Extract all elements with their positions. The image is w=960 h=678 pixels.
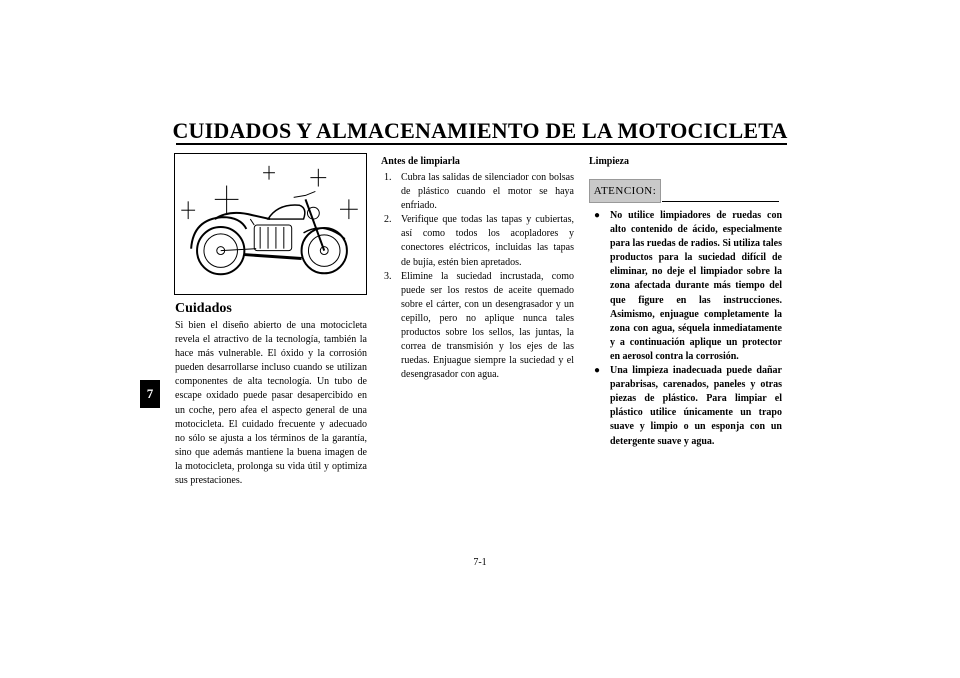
section-heading-before-cleaning: Antes de limpiarla	[381, 156, 460, 167]
step-text: Cubra las salidas de silenciador con bolsas de plástico cuando el motor se haya enfriado.	[401, 172, 574, 212]
steps-list	[381, 171, 574, 382]
step-number: 2.	[384, 214, 392, 226]
caution-banner	[589, 179, 782, 205]
step-text: Verifique que todas las tapas y cubiertas, así como todos los acopladores y conectores eléctricos, incluidas las tapas de bujía, estén bien apretados.	[401, 214, 574, 268]
step-text: Elimine la suciedad incrustada, como puede ser los restos de aceite quemado sobre el cárter, con un desengrasador y un cepillo, pero no aplique nunca tales productos sobre los sellos, las juntas, la correa de transmisión y los ejes de las ruedas. Enjuague siempre la suciedad y el desengrasador con agua.	[401, 270, 574, 381]
warning-text: Una limpieza inadecuada puede dañar parabrisas, carenados, paneles y otras piezas de plástico. Para limpiar el plástico utilice únicamente un trapo suave y limpio o un esponja con un detergente suave y agua.	[610, 365, 782, 447]
bullet-icon: ●	[594, 210, 601, 221]
sparkle-icon	[181, 166, 357, 219]
chapter-tab-label: 7	[146, 386, 154, 401]
title-rule	[176, 143, 787, 145]
section-cuidados	[175, 301, 367, 488]
list-item	[381, 171, 574, 213]
page-title: CUIDADOS Y ALMACENAMIENTO DE LA MOTOCICLETA	[172, 118, 788, 143]
bullet-icon: ●	[594, 365, 601, 377]
step-number: 3.	[384, 270, 392, 282]
section-heading-cuidados: Cuidados	[175, 301, 232, 316]
motorcycle-illustration	[174, 153, 367, 295]
warning-list	[589, 209, 782, 449]
chapter-tab	[140, 380, 160, 408]
list-item	[381, 213, 574, 269]
motorcycle-icon	[175, 154, 366, 294]
list-item	[589, 364, 782, 449]
caution-rule	[662, 201, 779, 202]
step-number: 1.	[384, 172, 392, 183]
list-item	[381, 270, 574, 383]
warning-text: No utilice limpiadores de ruedas con alto contenido de ácido, especialmente para las ruedas de radios. Si utiliza tales productos para la suciedad difícil de eliminar, no deje el limpiador sobre la zona afectada durante más tiempo del que figure en las instrucciones. Asimismo, enjuague completamente la zona con agua, séquela inmediatamente y a continuación aplique un protector en aerosol contra la corrosión.	[610, 210, 782, 362]
section-heading-limpieza: Limpieza	[589, 156, 629, 167]
section-limpieza	[589, 155, 782, 449]
section-before-cleaning	[381, 155, 574, 382]
caution-label: ATENCION:	[589, 179, 661, 203]
page-number: 7-1	[473, 557, 487, 568]
paragraph-cuidados: Si bien el diseño abierto de una motocicleta revela el atractivo de la tecnología, también la hace más vulnerable. El óxido y la corrosión pueden desarrollarse incluso cuando se utilizan componentes de alta tecnología. Un tubo de escape oxidado puede pasar desapercibido en un coche, pero afea el aspecto general de una motocicleta. El cuidado frecuente y adecuado no sólo se ajusta a los términos de la garantía, sino que además mantiene la buena imagen de la motocicleta, prolonga su vida útil y optimiza sus prestaciones.	[175, 320, 367, 487]
list-item	[589, 209, 782, 364]
